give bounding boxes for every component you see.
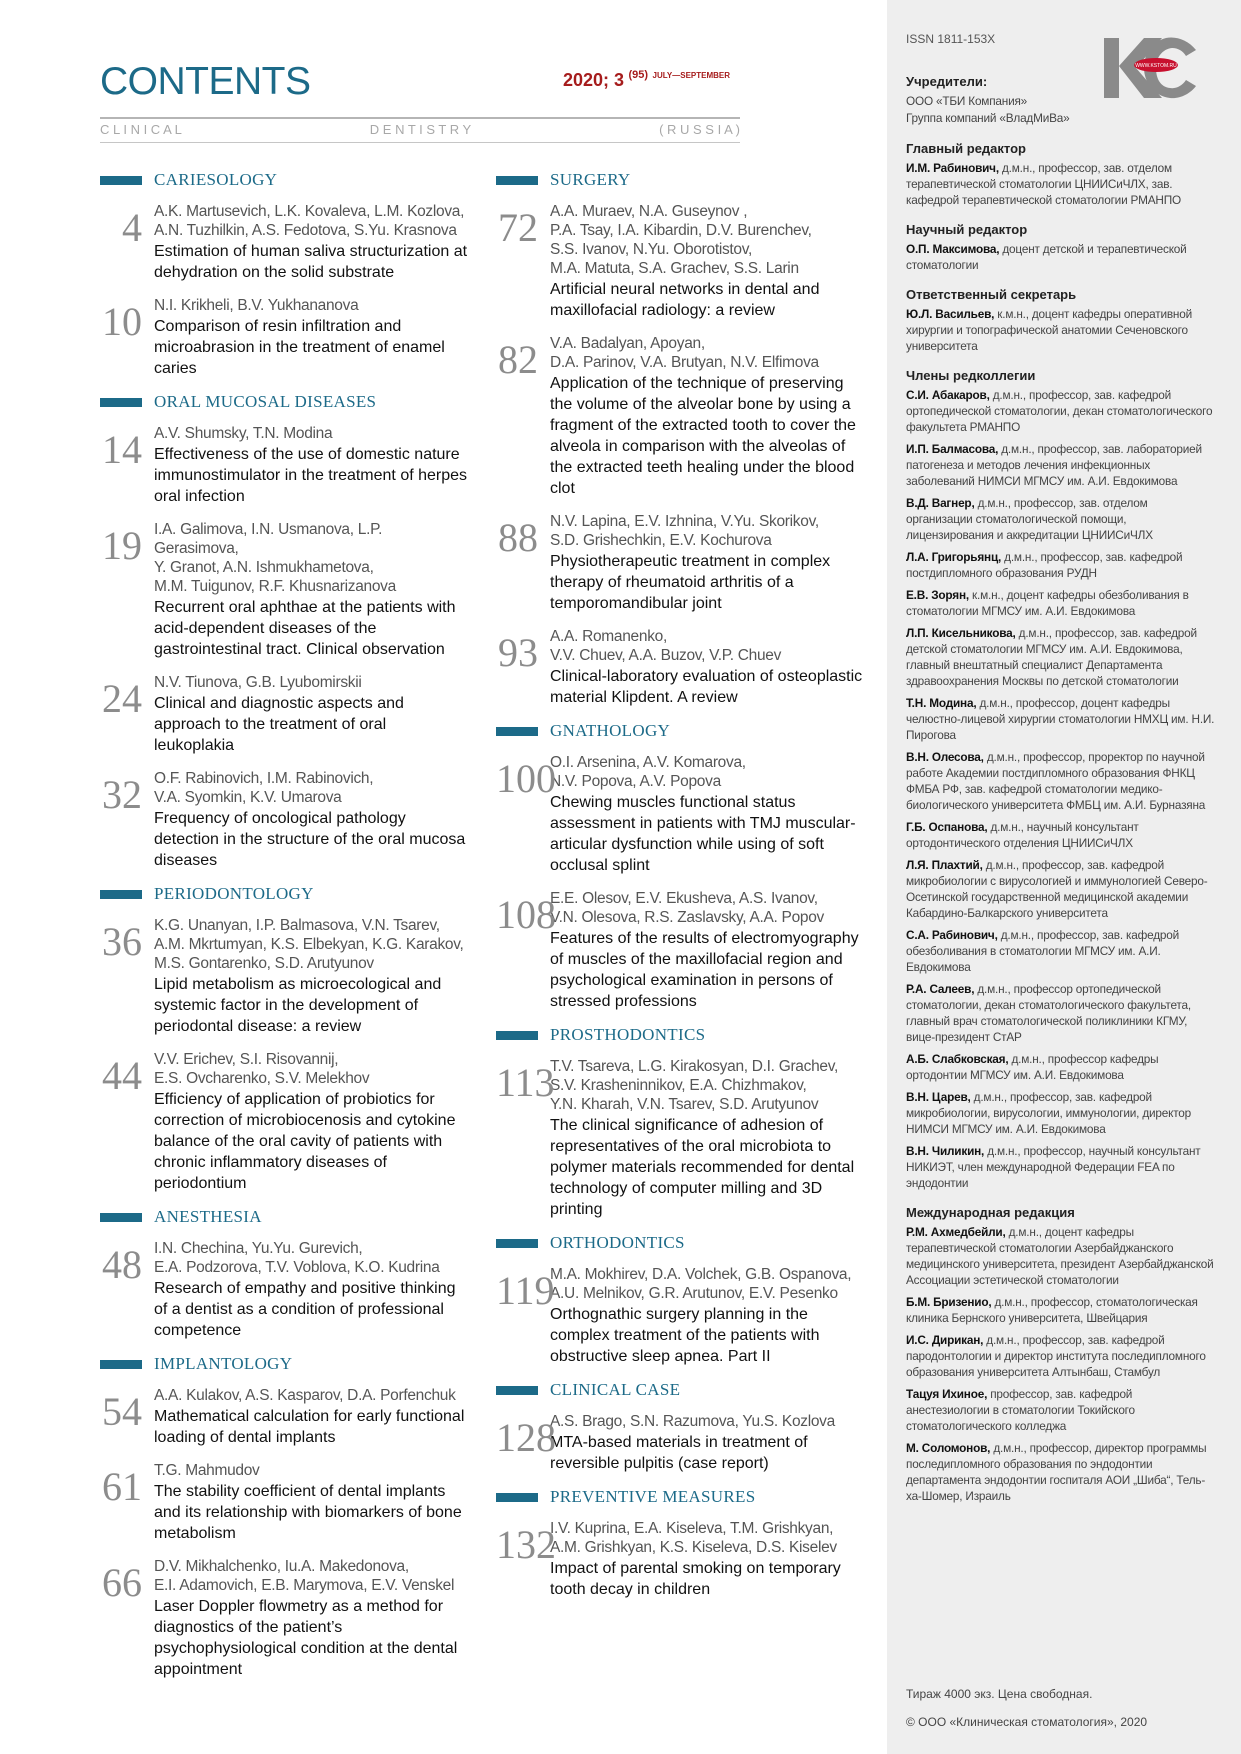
section-name: IMPLANTOLOGY — [154, 1354, 293, 1373]
board-member — [906, 441, 1216, 489]
article-title: Clinical-laboratory evaluation of osteoplastic material Klipdent. A review — [550, 668, 863, 706]
article-authors: O.F. Rabinovich, I.M. Rabinovich, — [154, 770, 374, 787]
article-authors: A.A. Romanenko, — [550, 628, 667, 645]
section-heading — [100, 1354, 470, 1376]
article-title: MTA-based materials in treatment of reversible pulpitis (case report) — [550, 1434, 808, 1472]
member-name: Б.М. Бризенио, — [906, 1295, 992, 1309]
member-description: д.м.н., профессор, зав. отделом организации стоматологической помощи, лицензирования и аккредитации ЦНИИСиЧЛХ — [906, 496, 1153, 542]
member-name: Г.Б. Оспанова, — [906, 820, 988, 834]
member-description: д.м.н., профессор, зав. отделом терапевтической стоматологии ЦНИИСиЧЛХ, зав. кафедрой терапевтической стоматологии РМАНПО — [906, 161, 1181, 207]
article-authors: E.S. Ovcharenko, S.V. Melekhov — [154, 1070, 370, 1087]
page-number: 119 — [496, 1268, 555, 1313]
founder-line: Группа компаний «ВладМиВа» — [906, 111, 1070, 125]
page-number: 82 — [498, 337, 538, 382]
article-title: Features of the results of electromyography of muscles of the maxillofacial region and psychological examination in persons of stressed professions — [550, 930, 859, 1010]
issue-period: JULY—SEPTEMBER — [652, 71, 731, 80]
section-name: SURGERY — [550, 170, 631, 189]
section-name: PROSTHODONTICS — [550, 1025, 706, 1044]
article-title: Comparison of resin infiltration and microabrasion in the treatment of enamel caries — [154, 318, 445, 377]
section-bar — [100, 398, 142, 407]
article-authors: V.A. Syomkin, K.V. Umarova — [154, 789, 342, 806]
article-entry — [496, 1265, 866, 1367]
page-number: 108 — [496, 892, 556, 937]
member-description: д.м.н., профессор, зав. кафедрой микробиологии, вирусологии, иммунологии, директор НИМСИ МГМСУ им. А.И. Евдокимова — [906, 1090, 1191, 1136]
article-entry — [100, 424, 470, 507]
member-name: А.Б. Слабковская, — [906, 1052, 1009, 1066]
board-heading: Члены редколлегии — [906, 368, 1036, 383]
contents-column-left — [100, 170, 470, 1693]
page-number: 44 — [102, 1053, 142, 1098]
board-member — [906, 1143, 1216, 1191]
article-authors: I.N. Chechina, Yu.Yu. Gurevich, — [154, 1240, 363, 1257]
member-name: Т.Н. Модина, — [906, 696, 977, 710]
member-description: профессор, зав. кафедрой анестезиологии в стоматологии Токийского стоматологического колледжа — [906, 1387, 1135, 1433]
article-entry — [496, 627, 866, 708]
article-authors: E.E. Olesov, E.V. Ekusheva, A.S. Ivanov, — [550, 890, 818, 907]
member-description: д.м.н., профессор кафедры ортодонтии МГМСУ им. А.И. Евдокимова — [906, 1052, 1159, 1082]
article-entry — [100, 1461, 470, 1544]
article-title: Clinical and diagnostic aspects and approach to the treatment of oral leukoplakia — [154, 695, 404, 754]
section-name: ORTHODONTICS — [550, 1233, 685, 1252]
member-description: к.м.н., доцент кафедры обезболивания в стоматологии МГМСУ им. А.И. Евдокимова — [906, 588, 1189, 618]
member-name: Тацуя Ихиное, — [906, 1387, 988, 1401]
article-authors: A.V. Shumsky, T.N. Modina — [154, 425, 333, 442]
board-member — [906, 695, 1216, 743]
copyright: © ООО «Клиническая стоматология», 2020 — [906, 1715, 1148, 1729]
board-member — [906, 819, 1216, 851]
page-number: 128 — [496, 1415, 556, 1460]
section-bar — [496, 1031, 538, 1040]
page-number: 48 — [102, 1242, 142, 1287]
board-member — [906, 749, 1216, 813]
article-title: Effectiveness of the use of domestic nature immunostimulator in the treatment of herpes oral infection — [154, 446, 468, 505]
member-description: д.м.н., профессор ортопедической стоматологии, декан стоматологического факультета, главный врач стоматологической поликлиники КГМУ, вице-президент СтАР — [906, 982, 1191, 1044]
article-title: Lipid metabolism as microecological and systemic factor in the development of periodontal disease: a review — [154, 976, 442, 1035]
article-title: The clinical significance of adhesion of representatives of the oral microbiota to polymer materials recommended for dental technology of computer milling and 3D printing — [550, 1117, 855, 1218]
section-name: ORAL MUCOSAL DISEASES — [154, 392, 377, 411]
section-bar — [100, 1213, 142, 1222]
article-title: Estimation of human saliva structurization at dehydration on the solid substrate — [154, 243, 468, 281]
editorial-board — [906, 141, 1216, 1504]
article-title: Recurrent oral aphthae at the patients with acid-dependent diseases of the gastrointestinal tract. Clinical observation — [154, 599, 456, 658]
article-authors: T.G. Mahmudov — [154, 1462, 260, 1479]
issue-year: 2020; 3 — [563, 70, 625, 90]
article-authors: A.A. Kulakov, A.S. Kasparov, D.A. Porfenchuk — [154, 1387, 456, 1404]
article-title: Chewing muscles functional status assessment in patients with TMJ muscular-articular dysfunction while using of soft occlusal splint — [550, 794, 856, 874]
member-description: д.м.н., профессор, зав. лабораторией патогенеза и методов лечения инфекционных заболеваний НИМСИ МГМСУ им. А.И. Евдокимова — [906, 442, 1202, 488]
board-member — [906, 625, 1216, 689]
page-number: 10 — [102, 299, 142, 344]
member-name: С.А. Рабинович, — [906, 928, 998, 942]
board-member — [906, 495, 1216, 543]
board-heading: Главный редактор — [906, 141, 1026, 156]
page-number: 14 — [102, 427, 142, 472]
article-title: Mathematical calculation for early functional loading of dental implants — [154, 1408, 465, 1446]
section-bar — [100, 890, 142, 899]
board-member — [906, 1386, 1216, 1434]
section-name: PERIODONTOLOGY — [154, 884, 314, 903]
founder-line: ООО «ТБИ Компания» — [906, 94, 1028, 108]
board-heading: Ответственный секретарь — [906, 287, 1077, 302]
article-authors: D.V. Mikhalchenko, Iu.A. Makedonova, — [154, 1558, 409, 1575]
article-authors: O.I. Arsenina, A.V. Komarova, — [550, 754, 746, 771]
sidebar-content — [906, 32, 1216, 1510]
section-heading — [496, 1025, 866, 1047]
journal-name — [100, 122, 740, 137]
board-member — [906, 1224, 1216, 1288]
board-member — [906, 981, 1216, 1045]
article-authors: Y.N. Kharah, V.N. Tsarev, S.D. Arutyunov — [550, 1096, 819, 1113]
article-authors: M.A. Mokhirev, D.A. Volchek, G.B. Ospanova, — [550, 1266, 852, 1283]
member-description: д.м.н., профессор, зав. кафедрой детской стоматологии МГМСУ им. А.И. Евдокимова, главный внештатный специалист Департамента здравоохранения Москвы по детской стоматологии — [906, 626, 1197, 688]
article-authors: V.N. Olesova, R.S. Zaslavsky, A.A. Popov — [550, 909, 825, 926]
article-authors: Y. Granot, A.N. Ishmukhametova, — [154, 559, 374, 576]
article-authors: D.A. Parinov, V.A. Brutyan, N.V. Elfimova — [550, 354, 819, 371]
member-description: д.м.н., профессор, научный консультант НИКИЭТ, член международной Федерации FEA по эндодонтии — [906, 1144, 1201, 1190]
article-entry — [496, 334, 866, 499]
page-number: 113 — [496, 1060, 555, 1105]
board-heading: Научный редактор — [906, 222, 1028, 237]
section-heading — [496, 721, 866, 743]
article-authors: A.M. Grishkyan, K.S. Kiseleva, D.S. Kiselev — [550, 1539, 837, 1556]
board-member — [906, 241, 1216, 273]
journal-word: C L I N I C A L — [100, 122, 182, 137]
article-authors: V.A. Badalyan, Apoyan, — [550, 335, 705, 352]
logo-url: WWW.KSTOM.RU — [1135, 63, 1177, 69]
page-number: 24 — [102, 676, 142, 721]
member-name: Е.В. Зорян, — [906, 588, 969, 602]
member-description: д.м.н., профессор, директор программы последипломного образования по эндодонтии департамента эндодонтии госпиталя АОИ „Шиба“, Тель-ха-Шомер, Израиль — [906, 1441, 1207, 1503]
member-description: д.м.н., профессор, зав. кафедрой пародонтологии и директор института последипломного образования университета Алтынбаш, Стамбул — [906, 1333, 1206, 1379]
article-authors: K.G. Unanyan, I.P. Balmasova, V.N. Tsarev, — [154, 917, 440, 934]
member-description: д.м.н., профессор, зав. кафедрой микробиологии с вирусологией и иммунологией Северо-Осетинской государственной медицинской академии Кабардино-Балкарского университета — [906, 858, 1208, 920]
article-authors: E.I. Adamovich, E.B. Marymova, E.V. Venskel — [154, 1577, 455, 1594]
article-entry — [100, 202, 470, 283]
member-name: И.С. Дирикан, — [906, 1333, 984, 1347]
member-description: д.м.н., профессор, доцент кафедры челюстно-лицевой хирургии стоматологии НМХЦ им. Н.И. Пирогова — [906, 696, 1215, 742]
article-title: Efficiency of application of probiotics for correction of microbiocenosis and cytokine balance of the oral cavity of patients with chronic inflammatory diseases of periodontium — [154, 1091, 456, 1192]
member-description: д.м.н., доцент кафедры терапевтической стоматологии Азербайджанского медицинского университета, президент Азербайджанской Ассоциации эстетической стоматологии — [906, 1225, 1214, 1287]
board-member — [906, 387, 1216, 435]
article-authors: S.D. Grishechkin, E.V. Kochurova — [550, 532, 772, 549]
member-name: Р.А. Салеев, — [906, 982, 975, 996]
article-title: The stability coefficient of dental implants and its relationship with biomarkers of bone metabolism — [154, 1483, 462, 1542]
header-rule-bottom — [100, 142, 740, 143]
article-authors: N.V. Tiunova, G.B. Lyubomirskii — [154, 674, 362, 691]
board-member — [906, 1294, 1216, 1326]
article-authors: M.S. Gontarenko, S.D. Arutyunov — [154, 955, 374, 972]
section-name: CLINICAL CASE — [550, 1380, 681, 1399]
contents-column-right — [496, 170, 866, 1613]
page-number: 54 — [102, 1389, 142, 1434]
section-heading — [496, 1380, 866, 1402]
section-bar — [496, 1493, 538, 1502]
article-entry — [100, 769, 470, 871]
article-authors: A.M. Mkrtumyan, K.S. Elbekyan, K.G. Karakov, — [154, 936, 464, 953]
article-authors: S.V. Krasheninnikov, E.A. Chizhmakov, — [550, 1077, 807, 1094]
board-member — [906, 587, 1216, 619]
member-name: Л.А. Григорьянц, — [906, 550, 1002, 564]
article-authors: M.A. Matuta, S.A. Grachev, S.S. Larin — [550, 260, 799, 277]
member-name: И.П. Балмасова, — [906, 442, 999, 456]
article-authors: A.U. Melnikov, G.R. Arutunov, E.V. Pesenko — [550, 1285, 838, 1302]
issue-number: (95) — [628, 69, 649, 81]
founders-heading: Учредители: — [906, 74, 988, 89]
member-name: О.П. Максимова, — [906, 242, 1000, 256]
member-name: М. Соломонов, — [906, 1441, 991, 1455]
board-member — [906, 160, 1216, 208]
article-entry — [496, 512, 866, 614]
article-authors: P.A. Tsay, I.A. Kibardin, D.V. Burenchev, — [550, 222, 812, 239]
board-member — [906, 1089, 1216, 1137]
article-authors: I.V. Kuprina, E.A. Kiseleva, T.M. Grishkyan, — [550, 1520, 834, 1537]
section-name: PREVENTIVE MEASURES — [550, 1487, 756, 1506]
section-bar — [496, 1239, 538, 1248]
page-title: CONTENTS — [100, 60, 311, 103]
section-heading — [496, 1487, 866, 1509]
article-authors: A.S. Brago, S.N. Razumova, Yu.S. Kozlova — [550, 1413, 835, 1430]
page-number: 72 — [498, 205, 538, 250]
board-member — [906, 927, 1216, 975]
board-member — [906, 1440, 1216, 1504]
page-number: 36 — [102, 919, 142, 964]
section-heading — [496, 1233, 866, 1255]
section-bar — [496, 176, 538, 185]
article-entry — [496, 1057, 866, 1220]
board-member — [906, 1332, 1216, 1380]
member-name: Л.Я. Плахтий, — [906, 858, 983, 872]
article-entry — [100, 296, 470, 379]
article-title: Laser Doppler flowmetry as a method for diagnostics of the patient’s psychophysiological condition at the dental appointment — [154, 1598, 458, 1678]
journal-word: D E N T I S T R Y — [369, 122, 472, 137]
article-authors: T.V. Tsareva, L.G. Kirakosyan, D.I. Grachev, — [550, 1058, 839, 1075]
article-title: Impact of parental smoking on temporary tooth decay in children — [550, 1560, 841, 1598]
issn: ISSN 1811-153X — [906, 32, 996, 46]
section-heading — [100, 1207, 470, 1229]
section-name: GNATHOLOGY — [550, 721, 671, 740]
article-entry — [496, 1412, 866, 1474]
article-entry — [100, 1557, 470, 1680]
member-description: д.м.н., профессор, зав. кафедрой ортопедической стоматологии, декан стоматологического факультета РМАНПО — [906, 388, 1213, 434]
article-entry — [496, 753, 866, 876]
circulation: Тираж 4000 экз. Цена свободная. — [906, 1687, 1093, 1701]
article-entry — [496, 202, 866, 321]
member-name: И.М. Рабинович, — [906, 161, 999, 175]
article-authors: N.I. Krikheli, B.V. Yukhananova — [154, 297, 359, 314]
article-authors: A.K. Martusevich, L.K. Kovaleva, L.M. Kozlova, — [154, 203, 465, 220]
article-title: Research of empathy and positive thinking of a dentist as a condition of professional competence — [154, 1280, 456, 1339]
article-authors: N.V. Popova, A.V. Popova — [550, 773, 721, 790]
article-entry — [100, 1050, 470, 1194]
member-name: В.Н. Чиликин, — [906, 1144, 985, 1158]
article-authors: I.A. Galimova, I.N. Usmanova, L.P. Gerasimova, — [154, 521, 383, 557]
member-name: Ю.Л. Васильев, — [906, 307, 995, 321]
section-heading — [100, 884, 470, 906]
member-name: В.Н. Олесова, — [906, 750, 984, 764]
member-description: доцент детской и терапевтической стоматологии — [906, 242, 1187, 272]
article-title: Frequency of oncological pathology detection in the structure of the oral mucosa diseases — [154, 810, 466, 869]
article-authors: V.V. Erichev, S.I. Risovannij, — [154, 1051, 339, 1068]
page-number: 32 — [102, 772, 142, 817]
section-bar — [496, 727, 538, 736]
article-authors: A.A. Muraev, N.A. Guseynov , — [550, 203, 748, 220]
section-bar — [496, 1386, 538, 1395]
board-member — [906, 857, 1216, 921]
board-heading: Международная редакция — [906, 1205, 1075, 1220]
article-entry — [100, 916, 470, 1037]
member-name: Р.М. Ахмедбейли, — [906, 1225, 1006, 1239]
member-name: С.И. Абакаров, — [906, 388, 990, 402]
board-member — [906, 1051, 1216, 1083]
section-heading — [100, 170, 470, 192]
member-description: д.м.н., профессор, зав. кафедрой постдипломного образования РУДН — [906, 550, 1183, 580]
article-title: Application of the technique of preserving the volume of the alveolar bone by using a fragment of the extracted tooth to cover the alveola in comparison with the alveolas of the extracted teeth healing under the blood clot — [550, 375, 856, 497]
article-title: Physiotherapeutic treatment in complex therapy of rheumatoid arthritis of a temporomandibular joint — [550, 553, 831, 612]
article-entry — [100, 1239, 470, 1341]
section-bar — [100, 1360, 142, 1369]
section-bar — [100, 176, 142, 185]
member-description: д.м.н., научный консультант ортодонтического отделения ЦНИИСиЧЛХ — [906, 820, 1139, 850]
member-description: к.м.н., доцент кафедры оперативной хирургии и топографической анатомии Сеченовского университета — [906, 307, 1192, 353]
section-heading — [100, 392, 470, 414]
article-authors: M.M. Tuigunov, R.F. Khusnarizanova — [154, 578, 396, 595]
article-entry — [100, 520, 470, 660]
member-name: Л.П. Кисельникова, — [906, 626, 1016, 640]
page-number: 66 — [102, 1560, 142, 1605]
article-entry — [496, 889, 866, 1012]
page-number: 88 — [498, 515, 538, 560]
article-entry — [100, 673, 470, 756]
board-member — [906, 306, 1216, 354]
article-authors: N.V. Lapina, E.V. Izhnina, V.Yu. Skorikov, — [550, 513, 819, 530]
member-name: В.Д. Вагнер, — [906, 496, 975, 510]
page-number: 61 — [102, 1464, 142, 1509]
section-name: CARIESOLOGY — [154, 170, 278, 189]
board-member — [906, 549, 1216, 581]
article-entry — [100, 1386, 470, 1448]
article-authors: A.N. Tuzhilkin, A.S. Fedotova, S.Yu. Krasnova — [154, 222, 457, 239]
article-entry — [496, 1519, 866, 1600]
section-heading — [496, 170, 866, 192]
article-authors: E.A. Podzorova, T.V. Voblova, K.O. Kudrina — [154, 1259, 440, 1276]
page-number: 19 — [102, 523, 142, 568]
issue-info — [563, 70, 730, 91]
article-authors: V.V. Chuev, A.A. Buzov, V.P. Chuev — [550, 647, 782, 664]
header-rule-top — [100, 117, 740, 119]
member-description: д.м.н., профессор, проректор по научной работе Академии постдипломного образования ФНКЦ ФМБА РФ, зав. кафедрой стоматологии медико-биологического университета ФМБЦ им. А.И. Бурназяна — [906, 750, 1206, 812]
article-title: Artificial neural networks in dental and maxillofacial radiology: a review — [550, 281, 820, 319]
page-number: 4 — [122, 205, 142, 250]
page-number: 93 — [498, 630, 538, 675]
member-description: д.м.н., профессор, зав. кафедрой обезболивания в стоматологии МГМСУ им. А.И. Евдокимова — [906, 928, 1179, 974]
page-number: 132 — [496, 1522, 556, 1567]
article-authors: S.S. Ivanov, N.Yu. Oborotistov, — [550, 241, 753, 258]
member-description: д.м.н., профессор, стоматологическая клиника Бернского университета, Швейцария — [906, 1295, 1198, 1325]
article-title: Orthognathic surgery planning in the complex treatment of the patients with obstructive sleep apnea. Part II — [550, 1306, 820, 1365]
member-name: В.Н. Царев, — [906, 1090, 971, 1104]
page-number: 100 — [496, 756, 556, 801]
sidebar-footer — [906, 1680, 1226, 1736]
section-name: ANESTHESIA — [154, 1207, 262, 1226]
journal-word: ( R U S S I A ) — [659, 122, 740, 137]
